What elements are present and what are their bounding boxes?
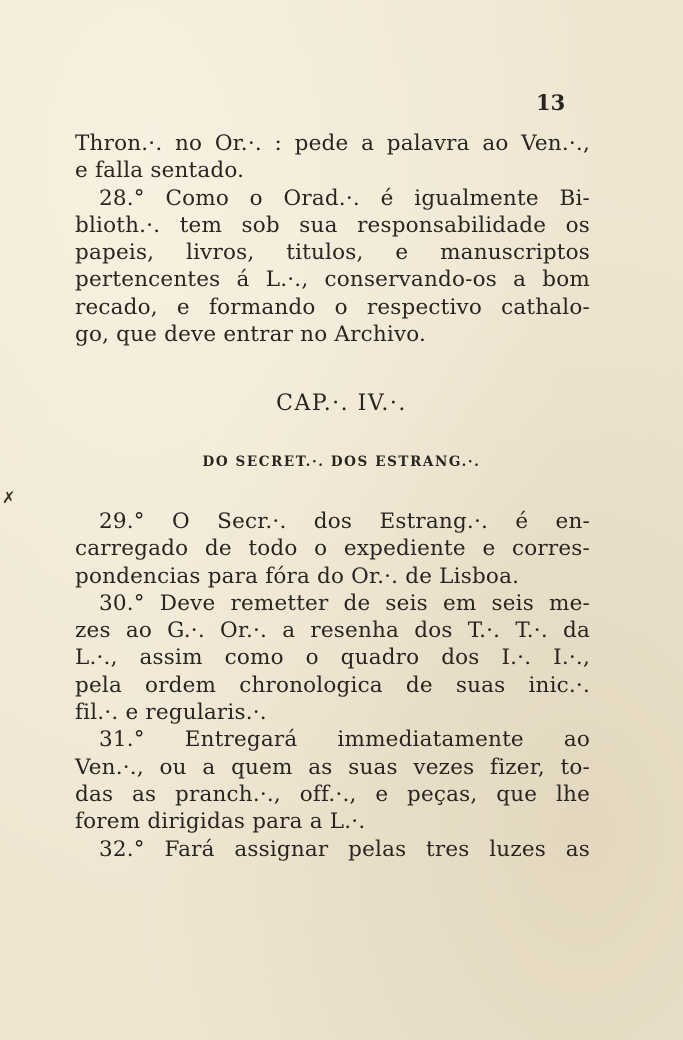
chapter-subtitle: DO SECRET.·. DOS ESTRANG.·. xyxy=(202,454,481,470)
article-30-line: 30.° Deve remetter de seis em seis me- xyxy=(99,590,590,616)
margin-mark-icon: ✗ xyxy=(2,488,16,507)
text-line: Thron.·. no Or.·. : pede a palavra ao Ven.·., xyxy=(75,131,590,156)
text-line: recado, e formando o respectivo cathalo- xyxy=(75,294,590,320)
article-28-line: 28.° Como o Orad.·. é igualmente Bi- xyxy=(99,185,590,211)
text-line: forem dirigidas para a L.·. xyxy=(75,809,366,835)
page-number: 13 xyxy=(536,90,566,115)
paragraph-articles-continued xyxy=(75,130,590,348)
text-line: pertencentes á L.·., conservando-os a bom xyxy=(75,267,590,293)
text-line: fil.·. e regularis.·. xyxy=(75,700,267,726)
text-line: e falla sentado. xyxy=(75,158,245,184)
article-31-line: 31.° Entregará immediatamente ao xyxy=(99,727,590,753)
text-line: pondencias para fóra do Or.·. de Lisboa. xyxy=(75,563,520,589)
chapter-title: CAP.·. IV.·. xyxy=(276,391,407,416)
text-line: blioth.·. tem sob sua responsabilidade os xyxy=(75,212,590,238)
article-29-line: 29.° O Secr.·. dos Estrang.·. é en- xyxy=(99,509,590,534)
text-line: zes ao G.·. Or.·. a resenha dos T.·. T.·. da xyxy=(75,618,590,644)
text-line: L.·., assim como o quadro dos I.·. I.·., xyxy=(75,645,590,671)
text-line: das as pranch.·., off.·., e peças, que lhe xyxy=(75,781,590,807)
text-line: Ven.·., ou a quem as suas vezes fizer, to- xyxy=(75,754,590,780)
text-line: carregado de todo o expediente e corres- xyxy=(75,536,590,562)
text-line: pela ordem chronologica de suas inic.·. xyxy=(75,672,590,698)
article-32-line: 32.° Fará assignar pelas tres luzes as xyxy=(99,836,590,862)
text-line: papeis, livros, titulos, e manuscriptos xyxy=(75,240,590,266)
text-line: go, que deve entrar no Archivo. xyxy=(75,322,427,348)
paragraph-secretary-articles xyxy=(75,508,590,863)
